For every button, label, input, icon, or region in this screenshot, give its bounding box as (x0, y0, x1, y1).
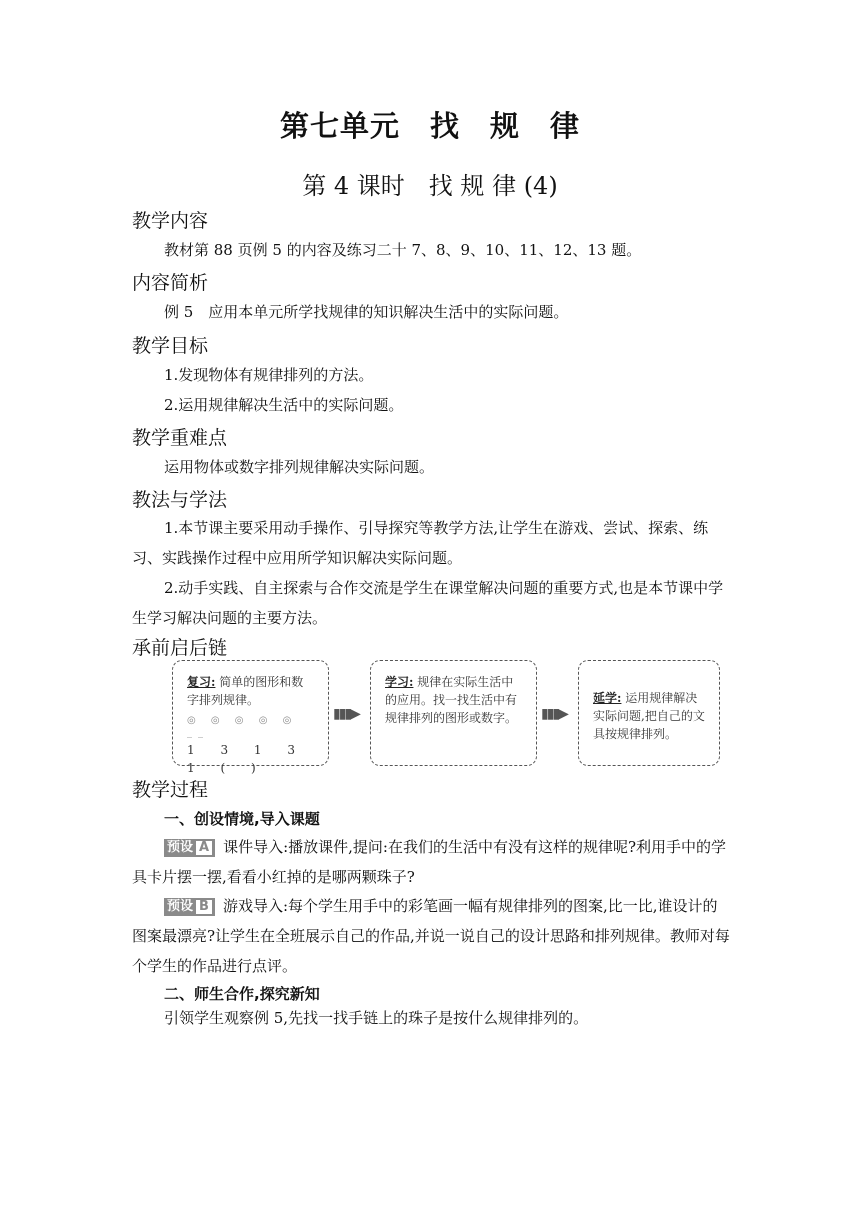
preset-a-text: 课件导入:播放课件,提问:在我们的生活中有没有这样的规律呢?利用手中的学具卡片摆一摆,看看小红掉的是哪两颗珠子? (132, 838, 726, 886)
preset-b-text: 游戏导入:每个学生用手中的彩笔画一幅有规律排列的图案,比一比,谁设计的图案最漂亮?让学生在全班展示自己的作品,并说一说自己的设计思路和排列规律。教师对每个学生的作品进行点评。 (132, 897, 730, 975)
section-heading-content: 教学内容 (132, 210, 209, 232)
section-heading-key-points: 教学重难点 (132, 427, 228, 449)
methods-paragraph-1: 1.本节课主要采用动手操作、引导探究等教学方法,让学生在游戏、尝试、探索、练习、实践操作过程中应用所学知识解决实际问题。 (132, 519, 709, 567)
chain-box-review (172, 660, 329, 775)
unit-title: 第七单元 找 规 律 (279, 109, 580, 143)
section-heading-goals: 教学目标 (132, 335, 209, 357)
bead-pattern-icon: ◎ ◎ ◎ ◎ ◎ __ (187, 715, 298, 738)
section-heading-analysis: 内容简析 (132, 272, 209, 294)
chain-box-extend (578, 660, 720, 766)
preset-a-letter: A (196, 841, 212, 855)
preset-b-badge (164, 898, 215, 916)
learn-text: 规律在实际生活中的应用。找一找生活中有规律排列的图形或数字。 (385, 675, 518, 725)
preset-b-paragraph (132, 891, 732, 981)
chain-arrow-icon: ▮▮▮▶ (541, 706, 567, 722)
preset-b-label: 预设 (167, 899, 194, 914)
content-text: 教材第 88 页例 5 的内容及练习二十 7、8、9、10、11、12、13 题。 (164, 241, 642, 259)
review-text: 简单的图形和数字排列规律。 (187, 675, 304, 707)
process-step-2: 二、师生合作,探究新知 (164, 985, 320, 1003)
lesson-title: 第 4 课时 找 规 律 (4) (302, 172, 558, 200)
process-step-2-text: 引领学生观察例 5,先找一找手链上的珠子是按什么规律排列的。 (164, 1009, 589, 1027)
learn-key: 学习: (385, 675, 414, 689)
goal-item-1: 1.发现物体有规律排列的方法。 (164, 366, 374, 384)
review-key: 复习: (187, 675, 216, 689)
key-points-text: 运用物体或数字排列规律解决实际问题。 (164, 458, 435, 476)
review-sequence: 1 3 1 3 1 ( ) (187, 743, 306, 775)
analysis-text: 例 5 应用本单元所学找规律的知识解决生活中的实际问题。 (164, 303, 569, 321)
preset-b-letter: B (196, 900, 212, 914)
preset-a-label: 预设 (167, 840, 194, 855)
extend-text: 运用规律解决实际问题,把自己的文具按规律排列。 (593, 691, 705, 741)
section-heading-process: 教学过程 (132, 779, 209, 801)
process-step-1: 一、创设情境,导入课题 (164, 810, 320, 828)
preset-a-paragraph (132, 832, 732, 892)
chain-box-learn (370, 660, 537, 766)
chain-arrow-icon: ▮▮▮▶ (333, 706, 359, 722)
goal-item-2: 2.运用规律解决生活中的实际问题。 (164, 396, 404, 414)
preset-a-badge (164, 839, 215, 857)
extend-key: 延学: (593, 691, 622, 705)
section-heading-methods: 教法与学法 (132, 489, 228, 511)
methods-paragraph-2: 2.动手实践、自主探索与合作交流是学生在课堂解决问题的重要方式,也是本节课中学生学习解决问题的主要方法。 (132, 579, 724, 627)
section-heading-chain: 承前启后链 (132, 637, 228, 659)
